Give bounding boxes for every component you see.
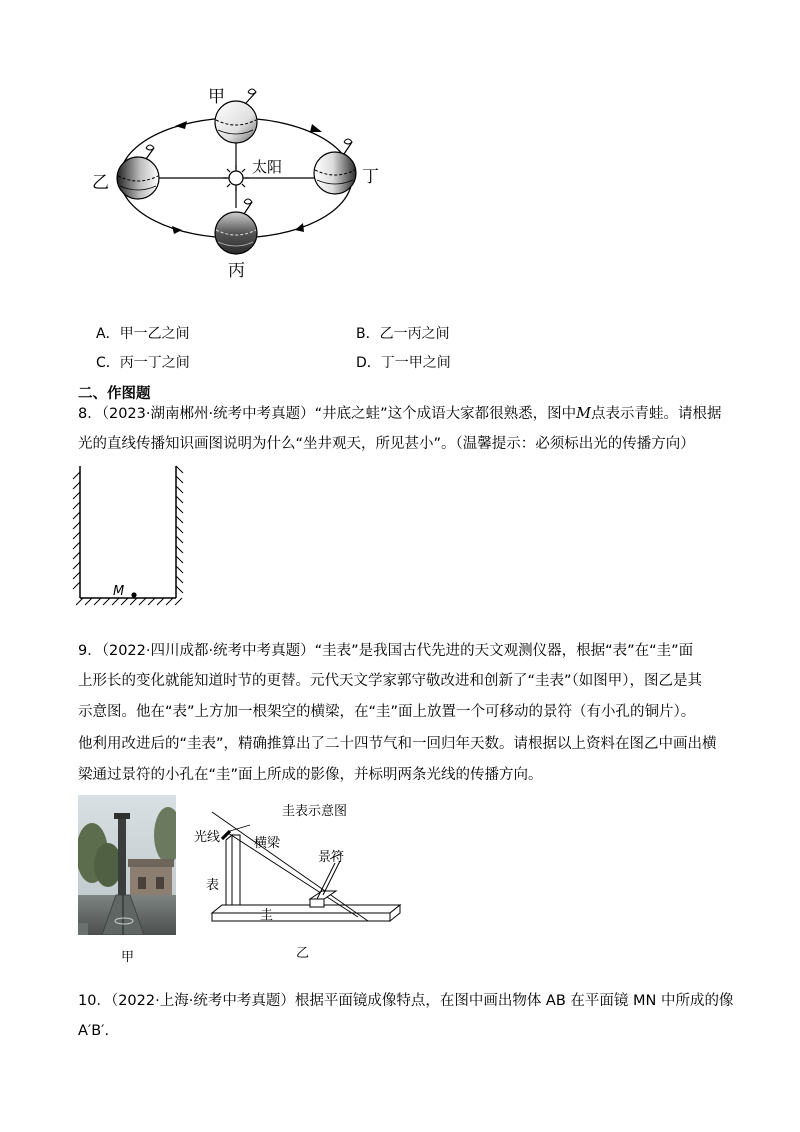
label-biao: 表 <box>206 878 220 893</box>
earth-yi-icon <box>117 145 159 199</box>
orbit-arrow <box>172 226 182 234</box>
guibiao-diagram <box>190 795 410 965</box>
q10-line1: 10．（2022·上海·统考中考真题）根据平面镜成像特点，在图中画出物体 AB 在平面镜 MN 中所成的像 <box>78 993 734 1009</box>
label-beam: 横梁 <box>254 836 281 851</box>
q9-line3: 示意图。他在“表”上方加一根架空的横梁，在“圭”面上放置一个可移动的景符（有小孔的铜片）。 <box>78 704 696 720</box>
q9-line4: 他利用改进后的“圭表”，精确推算出了二十四节气和一回归年天数。请根据以上资料在图乙中画出横 <box>78 736 717 752</box>
option-d[interactable] <box>356 352 451 372</box>
q9-line2: 上形长的变化就能知道时节的更替。元代天文学家郭守敬改进和创新了“圭表”（如图甲），图乙是其 <box>78 673 703 689</box>
option-a[interactable] <box>96 323 190 343</box>
label-ding: 丁 <box>362 167 379 187</box>
frog-point-m <box>131 592 136 597</box>
diagram-caption: 乙 <box>296 946 310 961</box>
q8-line1: 8．（2023·湖南郴州·统考中考真题）“井底之蛙”这个成语大家都很熟悉，图中M点表示青蛙。请根据 <box>78 406 722 422</box>
label-gui: 圭 <box>260 908 274 923</box>
q8-m-symbol: M <box>576 406 591 422</box>
q9-line1: 9．（2022·四川成都·统考中考真题）“圭表”是我国古代先进的天文观测仪器，根据“表”在“圭”面 <box>78 643 694 659</box>
section-heading: 二、作图题 <box>78 386 151 402</box>
well-hatching <box>73 466 183 605</box>
option-text: 丙一丁之间 <box>119 355 190 371</box>
q8-line2: 光的直线传播知识画图说明为什么“坐井观天，所见甚小”。（温馨提示：必须标出光的传播方向） <box>78 436 695 452</box>
q10-line2: A′B′. <box>78 1023 110 1039</box>
option-letter: C． <box>96 355 120 371</box>
option-text: 乙一丙之间 <box>379 326 450 342</box>
diagram-title: 圭表示意图 <box>282 804 348 819</box>
option-letter: A． <box>96 326 120 342</box>
label-jia: 甲 <box>208 87 225 107</box>
option-letter: B． <box>356 326 380 342</box>
orbit-arrow <box>175 121 187 129</box>
gui-slab <box>212 905 400 913</box>
orbit-arrow <box>295 223 304 232</box>
option-text: 甲一乙之间 <box>119 326 190 342</box>
label-bing: 丙 <box>228 261 245 280</box>
option-c[interactable] <box>96 352 190 372</box>
option-text: 丁一甲之间 <box>380 355 451 371</box>
well-diagram <box>70 462 190 608</box>
sun-icon <box>223 165 249 191</box>
option-letter: D． <box>356 355 381 371</box>
label-sun: 太阳 <box>252 158 283 176</box>
well-label-m: M <box>113 584 125 599</box>
photo-caption: 甲 <box>121 950 135 965</box>
light-ray <box>228 833 358 917</box>
biao-column <box>226 835 232 905</box>
guibiao-photo <box>78 795 176 935</box>
label-yi: 乙 <box>92 173 109 193</box>
orbit-arrow <box>310 124 322 132</box>
label-light: 光线 <box>194 830 221 845</box>
earth-orbit-figure <box>90 80 410 280</box>
option-b[interactable] <box>356 323 450 343</box>
label-jingfu: 景符 <box>318 850 345 865</box>
q9-line5: 梁通过景符的小孔在“圭”面上所成的影像，并标明两条光线的传播方向。 <box>78 767 543 783</box>
